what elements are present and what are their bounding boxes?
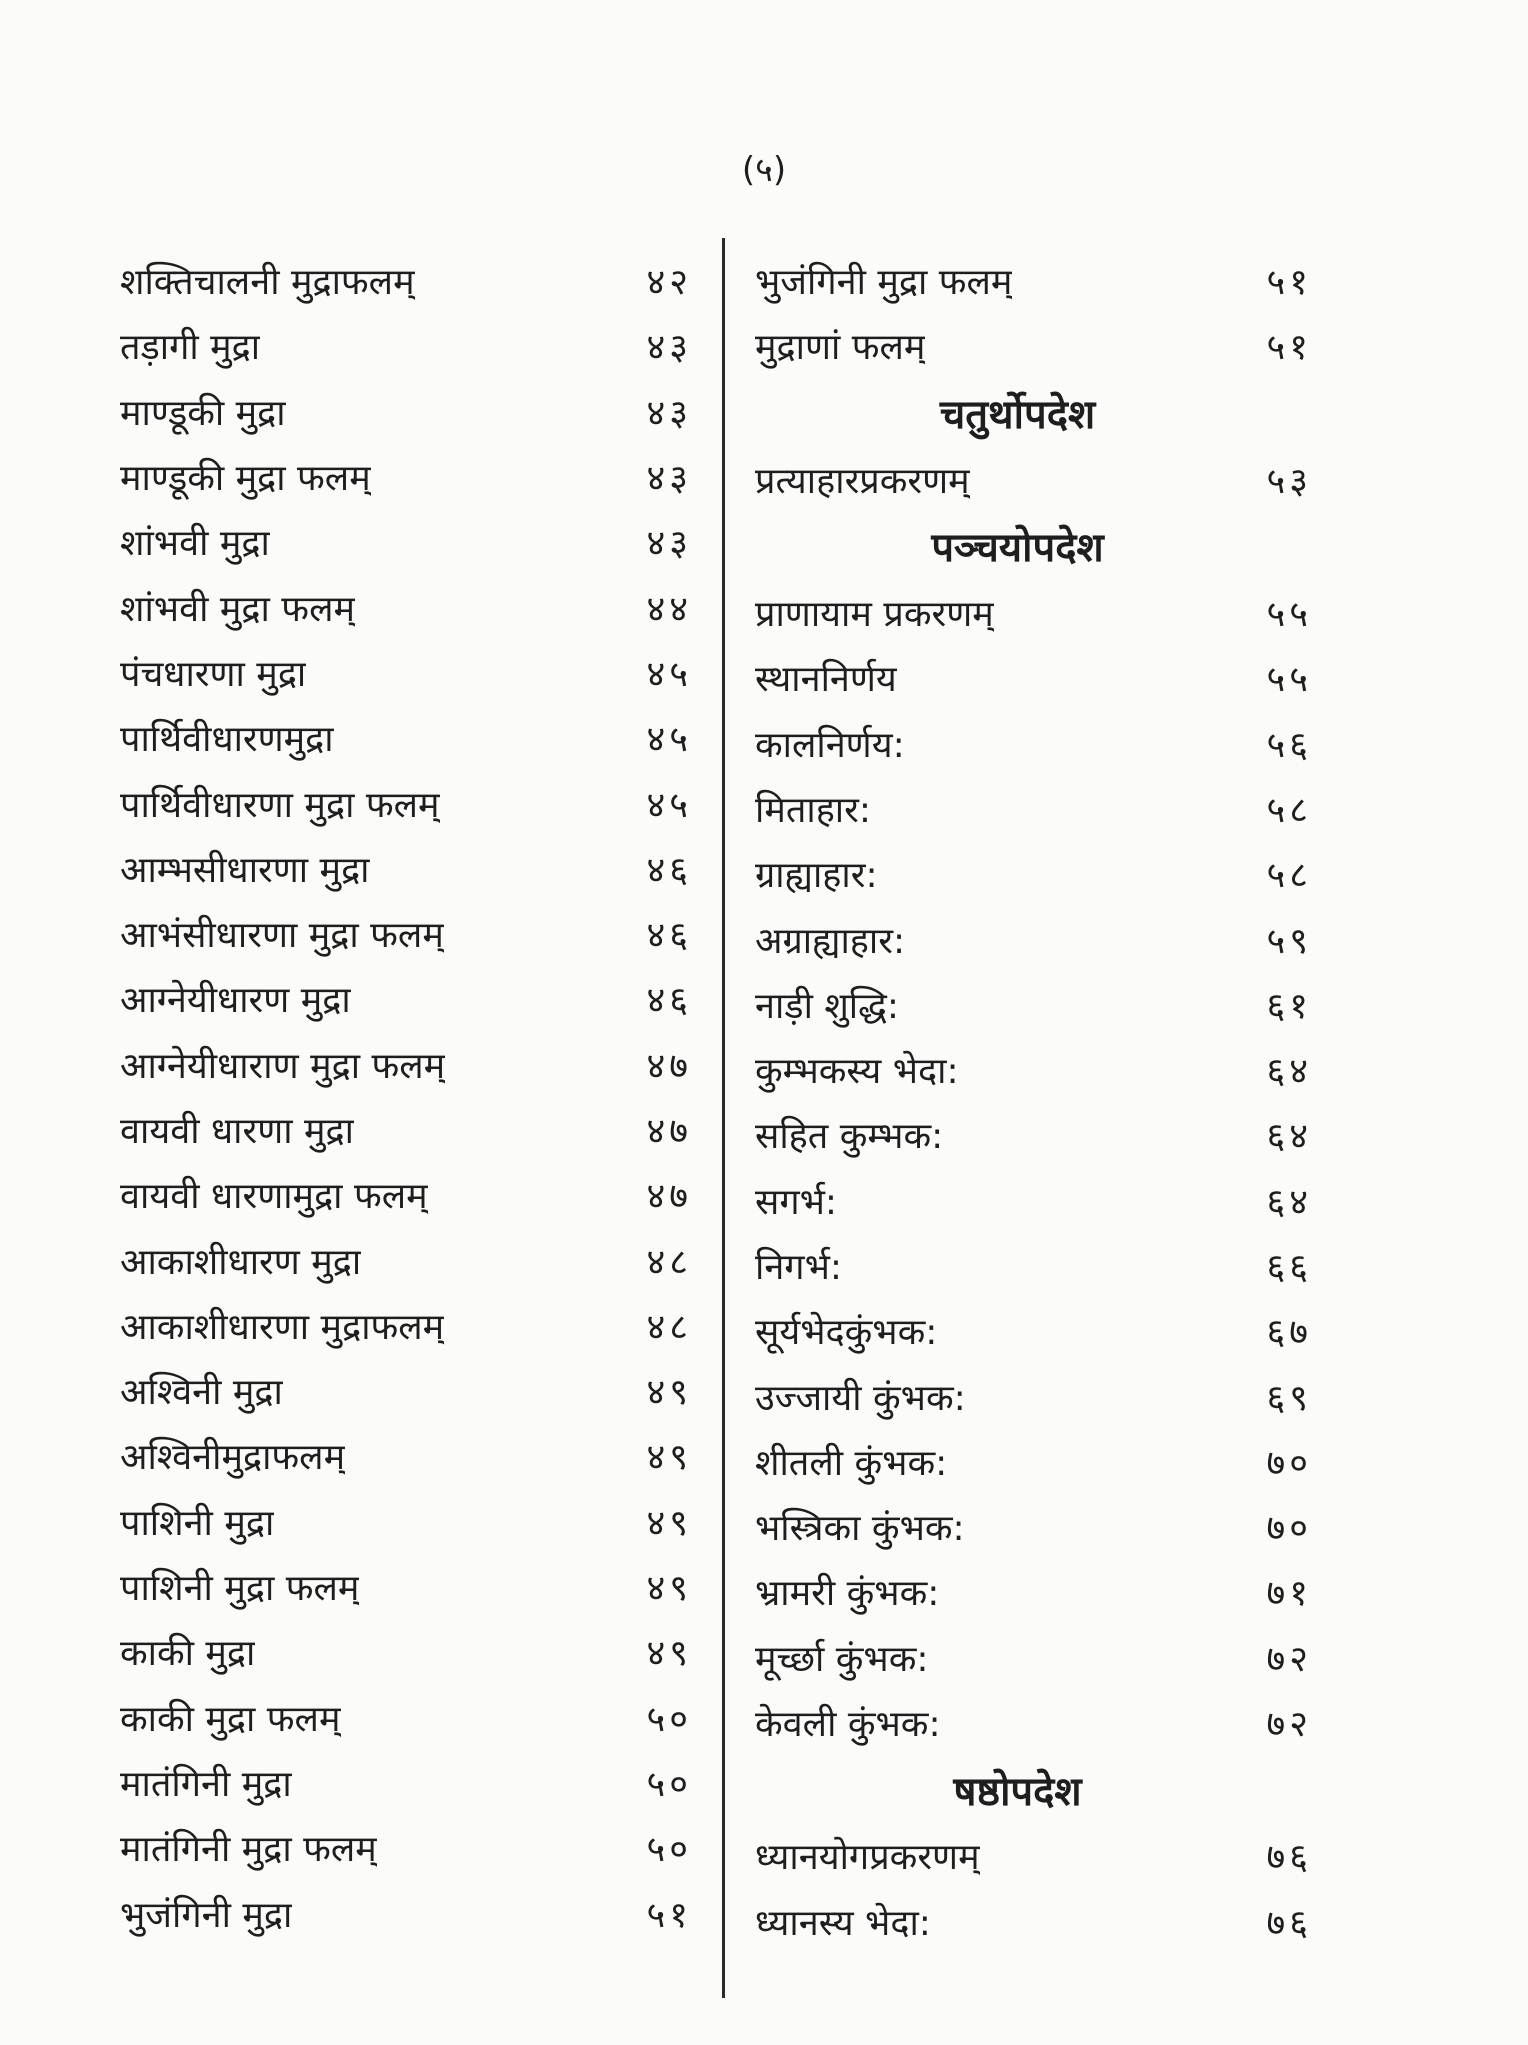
entry-title: शीतली कुंभक: [755, 1442, 948, 1484]
entry-page: ६४ [1266, 1051, 1312, 1093]
toc-right-column [755, 248, 1320, 1954]
toc-entry [755, 645, 1320, 710]
toc-entry [755, 841, 1320, 906]
entry-title: आभंसीधारणा मुद्रा फलम् [120, 915, 444, 957]
entry-title: स्थाननिर्णय [755, 659, 897, 701]
entry-page: ६१ [1266, 985, 1312, 1027]
toc-entry [755, 1102, 1320, 1167]
entry-title: आकाशीधारणा मुद्राफलम् [120, 1306, 445, 1348]
entry-title: मातंगिनी मुद्रा [120, 1763, 292, 1805]
entry-page: ५३ [1266, 460, 1312, 502]
entry-title: प्रत्याहारप्रकरणम् [755, 460, 970, 502]
entry-title: भस्त्रिका कुंभक: [755, 1508, 965, 1550]
toc-entry [120, 1815, 700, 1880]
toc-entry [755, 1625, 1320, 1690]
entry-page: ४७ [646, 1045, 692, 1087]
entry-title: कालनिर्णय: [755, 724, 905, 766]
entry-title: शक्तिचालनी मुद्राफलम् [120, 262, 415, 304]
entry-page: ४६ [646, 915, 692, 957]
entry-title: काकी मुद्रा फलम् [120, 1698, 341, 1740]
entry-page: ७० [1266, 1508, 1312, 1550]
toc-entry [120, 1619, 700, 1684]
toc-entry [755, 1298, 1320, 1363]
entry-title: वायवी धारणा मुद्रा [120, 1111, 354, 1152]
entry-title: तड़ागी मुद्रा [120, 327, 261, 369]
entry-page: ४८ [646, 1306, 692, 1348]
section-heading: चतुर्थोपदेश [939, 392, 1096, 439]
entry-title: पाशिनी मुद्रा [120, 1502, 275, 1544]
toc-entry [755, 906, 1320, 971]
toc-entry [120, 1554, 700, 1619]
entry-title: मातंगिनी मुद्रा फलम् [120, 1829, 377, 1871]
toc-entry [120, 1227, 700, 1292]
toc-entry [120, 1880, 700, 1945]
entry-title: भुजंगिनी मुद्रा [120, 1894, 293, 1936]
entry-title: पार्थिवीधारणमुद्रा [120, 719, 334, 761]
entry-page: ४९ [646, 1568, 692, 1610]
entry-page: ४५ [646, 653, 692, 695]
entry-title: आग्नेयीधाराण मुद्रा फलम् [120, 1045, 446, 1087]
toc-entry [120, 966, 700, 1031]
entry-title: भुजंगिनी मुद्रा फलम् [755, 262, 1013, 304]
toc-entry [120, 1032, 700, 1097]
entry-page: ४३ [646, 392, 692, 434]
entry-page: ५१ [1266, 327, 1312, 369]
entry-page: ४६ [646, 849, 692, 891]
entry-title: आकाशीधारण मुद्रा [120, 1241, 362, 1283]
entry-title: अग्राह्याहार: [755, 920, 906, 962]
entry-page: ५८ [1266, 789, 1312, 831]
entry-page: ४९ [646, 1372, 692, 1414]
toc-entry [120, 1097, 700, 1162]
entry-page: ७२ [1266, 1638, 1312, 1680]
entry-title: माण्डूकी मुद्रा [120, 392, 286, 434]
entry-page: ५५ [1266, 594, 1312, 636]
entry-page: ४३ [646, 458, 692, 500]
entry-page: ४९ [646, 1633, 692, 1675]
toc-entry [755, 710, 1320, 775]
entry-page: ४२ [646, 262, 692, 304]
entry-page: ६६ [1266, 1247, 1312, 1288]
toc-entry [755, 447, 1320, 512]
toc-entry [755, 1690, 1320, 1755]
toc-entry [755, 580, 1320, 645]
entry-title: ग्राह्याहार: [755, 855, 878, 897]
entry-title: मिताहार: [755, 789, 871, 831]
entry-page: ४९ [646, 1437, 692, 1479]
toc-entry [120, 705, 700, 770]
entry-title: शांभवी मुद्रा फलम् [120, 588, 355, 630]
column-divider [722, 238, 725, 1998]
toc-entry [120, 1358, 700, 1423]
entry-page: ५१ [646, 1894, 692, 1936]
page-number: (५) [741, 150, 787, 190]
entry-title: अश्विनी मुद्रा [120, 1372, 283, 1414]
toc-entry [755, 1823, 1320, 1888]
toc-entry [755, 1363, 1320, 1428]
entry-title: सूर्यभेदकुंभक: [755, 1312, 938, 1354]
entry-title: अश्विनीमुद्राफलम् [120, 1437, 346, 1479]
entry-page: ४७ [646, 1176, 692, 1218]
toc-entry [120, 1162, 700, 1227]
toc-entry [120, 574, 700, 639]
entry-page: ७० [1266, 1442, 1312, 1484]
toc-entry [120, 1489, 700, 1554]
toc-entry [755, 1429, 1320, 1494]
entry-title: उज्जायी कुंभक: [755, 1377, 966, 1419]
entry-page: ४४ [646, 588, 692, 630]
entry-page: ६४ [1266, 1181, 1312, 1223]
toc-entry [755, 248, 1320, 313]
entry-page: ७६ [1266, 1902, 1312, 1944]
toc-entry [120, 313, 700, 378]
entry-page: ४५ [646, 719, 692, 761]
entry-title: पंचधारणा मुद्रा [120, 653, 307, 695]
entry-page: ४९ [646, 1502, 692, 1544]
entry-page: ५९ [1266, 920, 1312, 962]
entry-page: ४८ [646, 1241, 692, 1283]
toc-entry [755, 1233, 1320, 1298]
entry-page: ६९ [1266, 1377, 1312, 1419]
toc-entry [755, 1559, 1320, 1624]
entry-title: केवली कुंभक: [755, 1704, 941, 1746]
entry-title: मुद्राणां फलम् [755, 327, 926, 369]
toc-entry [120, 640, 700, 705]
section-heading: षष्ठोपदेश [953, 1768, 1082, 1815]
toc-entry [120, 1750, 700, 1815]
entry-title: ध्यानस्य भेदा: [755, 1902, 931, 1944]
entry-title: भ्रामरी कुंभक: [755, 1573, 940, 1615]
entry-title: काकी मुद्रा [120, 1633, 256, 1675]
entry-title: निगर्भ: [755, 1247, 843, 1288]
toc-entry [755, 1168, 1320, 1233]
entry-page: ६४ [1266, 1116, 1312, 1158]
toc-entry [120, 379, 700, 444]
entry-title: नाड़ी शुद्धि: [755, 985, 900, 1027]
entry-title: मूर्च्छा कुंभक: [755, 1638, 929, 1680]
entry-title: कुम्भकस्य भेदा: [755, 1051, 959, 1093]
toc-entry [120, 901, 700, 966]
entry-title: शांभवी मुद्रा [120, 523, 270, 565]
toc-entry [755, 972, 1320, 1037]
toc-entry [120, 248, 700, 313]
toc-left-column [120, 248, 700, 1946]
entry-title: आम्भसीधारणा मुद्रा [120, 849, 370, 891]
entry-page: ४५ [646, 784, 692, 826]
entry-title: सहित कुम्भक: [755, 1116, 944, 1158]
entry-page: ५० [646, 1763, 692, 1805]
toc-entry [120, 1423, 700, 1488]
section-heading: पञ्चयोपदेश [931, 525, 1104, 572]
entry-page: ५८ [1266, 855, 1312, 897]
toc-entry [755, 1494, 1320, 1559]
entry-page: ७१ [1266, 1573, 1312, 1615]
toc-entry [755, 776, 1320, 841]
entry-page: ४३ [646, 523, 692, 565]
entry-page: ५० [646, 1698, 692, 1740]
entry-page: ४३ [646, 327, 692, 369]
toc-entry [755, 313, 1320, 378]
entry-page: ६७ [1266, 1312, 1312, 1354]
entry-page: ४६ [646, 980, 692, 1022]
entry-title: पार्थिवीधारणा मुद्रा फलम् [120, 784, 440, 826]
toc-entry [120, 444, 700, 509]
entry-title: पाशिनी मुद्रा फलम् [120, 1568, 360, 1610]
entry-title: माण्डूकी मुद्रा फलम् [120, 458, 371, 500]
entry-page: ५६ [1266, 724, 1312, 766]
toc-entry [120, 1293, 700, 1358]
entry-title: ध्यानयोगप्रकरणम् [755, 1837, 980, 1879]
entry-title: सगर्भ: [755, 1181, 838, 1223]
entry-title: आग्नेयीधारण मुद्रा [120, 980, 351, 1022]
toc-entry [120, 836, 700, 901]
entry-title: वायवी धारणामुद्रा फलम् [120, 1176, 428, 1218]
toc-entry [120, 770, 700, 835]
toc-entry [755, 1889, 1320, 1954]
entry-page: ४७ [646, 1111, 692, 1152]
entry-page: ५१ [1266, 262, 1312, 304]
toc-entry [755, 1037, 1320, 1102]
entry-title: प्राणायाम प्रकरणम् [755, 594, 994, 636]
toc-entry [120, 509, 700, 574]
entry-page: ५० [646, 1829, 692, 1871]
entry-page: ७६ [1266, 1837, 1312, 1879]
entry-page: ५५ [1266, 659, 1312, 701]
entry-page: ७२ [1266, 1704, 1312, 1746]
toc-entry [120, 1685, 700, 1750]
